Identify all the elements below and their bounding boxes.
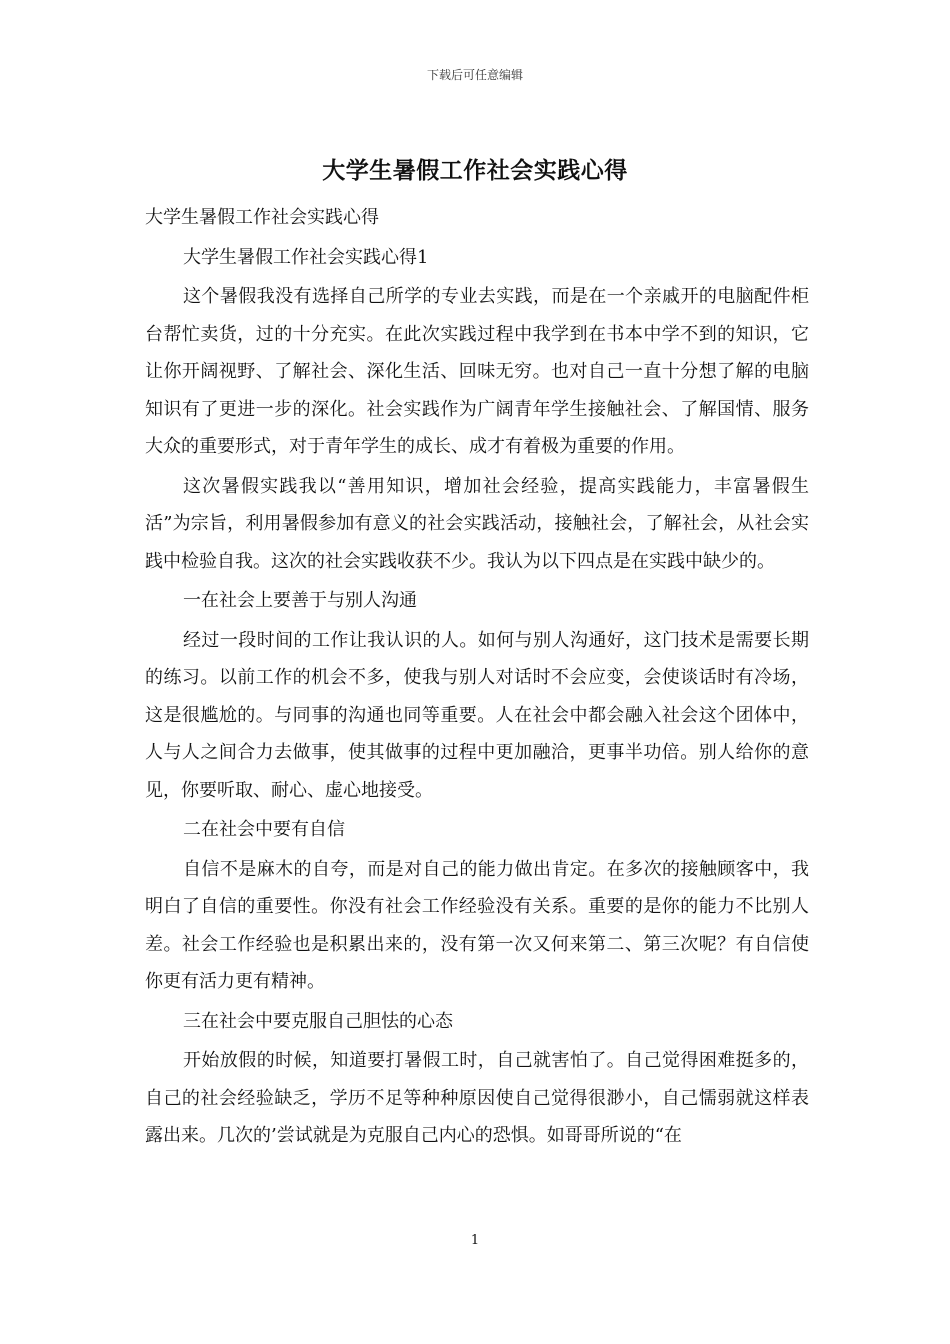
body-paragraph: 这次暑假实践我以“善用知识，增加社会经验，提高实践能力，丰富暑假生活”为宗旨，利用暑假参加有意义的社会实践活动，接触社会，了解社会，从社会实践中检验自我。这次的社会实践收获不少。我认为以下四点是在实践中缺少的。 xyxy=(145,475,809,572)
body-paragraph: 经过一段时间的工作让我认识的人。如何与别人沟通好，这门技术是需要长期的练习。以前工作的机会不多，使我与别人对话时不会应变，会使谈话时有冷场，这是很尴尬的。与同事的沟通也同等重要。人在社会中都会融入社会这个团体中，人与人之间合力去做事，使其做事的过程中更加融洽，更事半功倍。别人给你的意见，你要听取、耐心、虚心地接受。 xyxy=(145,629,809,801)
page-number: 1 xyxy=(470,1233,480,1248)
body-paragraph: 自信不是麻木的自夸，而是对自己的能力做出肯定。在多次的接触顾客中，我明白了自信的重要性。你没有社会工作经验没有关系。重要的是你的能力不比别人差。社会工作经验也是积累出来的，没有第一次又何来第二、第三次呢？有自信使你更有活力更有精神。 xyxy=(145,858,809,992)
section-heading: 大学生暑假工作社会实践心得1 xyxy=(183,246,429,268)
body-paragraph: 开始放假的时候，知道要打暑假工时，自己就害怕了。自己觉得困难挺多的，自己的社会经验缺乏，学历不足等种种原因使自己觉得很渺小，自己懦弱就这样表露出来。几次的’尝试就是为克服自己内心的恐惧。如哥哥所说的“在 xyxy=(145,1050,809,1146)
subtitle-paragraph: 大学生暑假工作社会实践心得 xyxy=(145,207,379,228)
point-heading: 三在社会中要克服自己胆怯的心态 xyxy=(183,1010,453,1032)
point-heading: 二在社会中要有自信 xyxy=(183,819,345,840)
point-heading: 一在社会上要善于与别人沟通 xyxy=(183,590,417,611)
document-body xyxy=(145,199,809,1155)
header-note: 下载后可任意编辑 xyxy=(426,68,523,82)
document-title: 大学生暑假工作社会实践心得 xyxy=(322,157,628,184)
body-paragraph: 这个暑假我没有选择自己所学的专业去实践，而是在一个亲戚开的电脑配件柜台帮忙卖货，过的十分充实。在此次实践过程中我学到在书本中学不到的知识，它让你开阔视野、了解社会、深化生活、回味无穷。也对自己一直十分想了解的电脑知识有了更进一步的深化。社会实践作为广阔青年学生接触社会、了解国情、服务大众的重要形式，对于青年学生的成长、成才有着极为重要的作用。 xyxy=(145,286,809,457)
